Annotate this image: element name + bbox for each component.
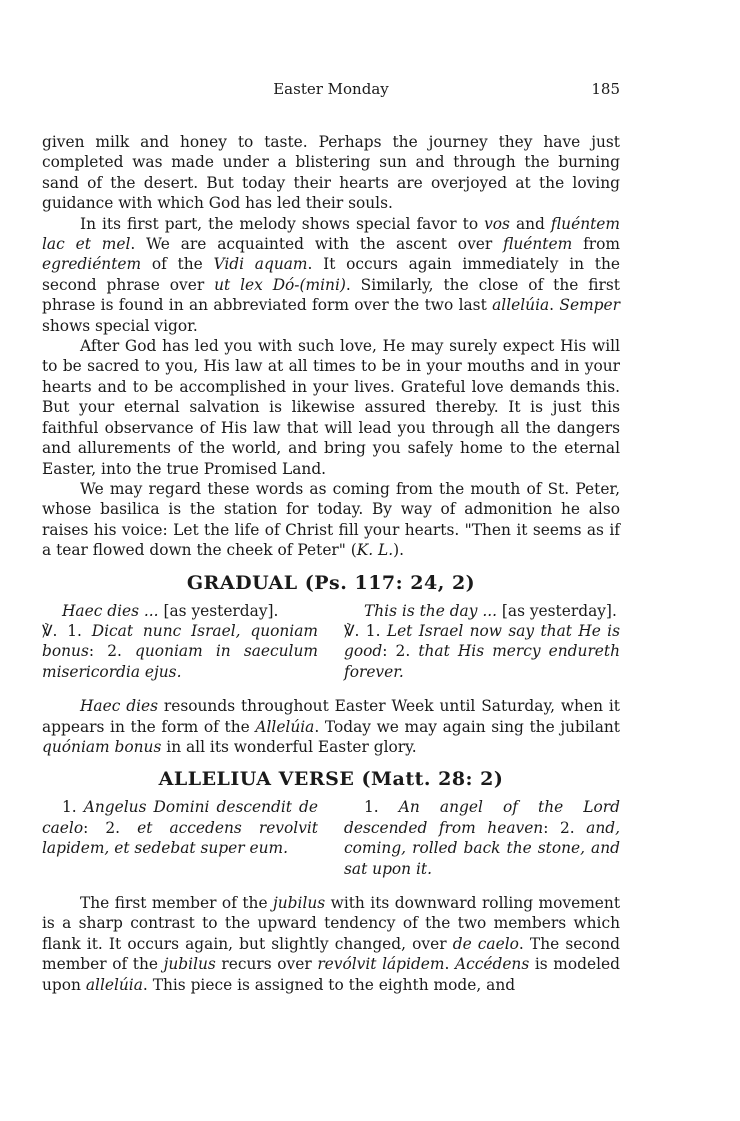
book-page xyxy=(42,80,620,995)
paragraph-4: We may regard these words as coming from the mouth of St. Peter, whose basilica is the station for today. By way of admonition he also raises his voice: Let the life of Christ fill your hearts. "Then it seems as if a tear flowed down the cheek of Peter" (K. L.). xyxy=(42,479,620,560)
paragraph-6: The first member of the jubilus with its downward rolling movement is a sharp contrast to the upward tendency of the two members which flank it. It occurs again, but slightly changed, over de caelo. The second member of the jubilus recurs over revólvit lápidem. Accédens is modeled upon allelúia. This piece is assigned to the eighth mode, and xyxy=(42,894,620,994)
gradual-heading: GRADUAL (Ps. 117: 24, 2) xyxy=(186,571,476,594)
gradual-columns xyxy=(42,601,620,683)
alleluia-latin-text: 1. Angelus Domini descendit de caelo: 2. et accedens revolvit lapidem, et sedebat super eum. xyxy=(42,798,319,858)
paragraph-1: given milk and honey to taste. Perhaps the journey they have just completed was made under a blistering sun and through the burning sand of the desert. But today their hearts are overjoyed at the loving guidance with which God has led their souls. xyxy=(42,133,620,213)
gradual-english-text: This is the day ... [as yesterday]. ℣. 1. Let Israel now say that He is good: 2. that His mercy endureth forever. xyxy=(344,601,621,681)
alleluia-english-text: 1. An angel of the Lord descended from heaven: 2. and, coming, rolled back the stone, and sat upon it. xyxy=(344,798,621,878)
paragraph-5: Haec dies resounds throughout Easter Week until Saturday, when it appears in the form of the Allelúia. Today we may again sing the jubilant quóniam bonus in all its wonderful Easter glory. xyxy=(42,697,620,756)
page-number: 185 xyxy=(591,80,620,98)
paragraph-3: After God has led you with such love, He may surely expect His will to be sacred to you, His law at all times to be in your mouths and in your hearts and to be accomplished in your lives. Grateful love demands this. But your eternal salvation is likewise assured thereby. It is just this faithful observance of His law that will lead you through all the dangers and allurements of the world, and bring you safely home to the eternal Easter, into the true Promised Land. xyxy=(42,337,620,478)
running-head xyxy=(42,80,620,100)
alleluia-heading: ALLELIUA VERSE (Matt. 28: 2) xyxy=(158,768,504,791)
running-title: Easter Monday xyxy=(273,80,389,98)
alleluia-columns xyxy=(42,797,620,879)
gradual-latin-text: Haec dies ... [as yesterday]. ℣. 1. Dicat nunc Israel, quoniam bonus: 2. quoniam in saeculum misericordia ejus. xyxy=(42,601,318,681)
paragraph-2: In its first part, the melody shows special favor to vos and fluéntem lac et mel. We are acquainted with the ascent over fluéntem from egrediéntem of the Vidi aquam. It occurs again immediately in the second phrase over ut lex Dó-(mini). Similarly, the close of the first phrase is found in an abbreviated form over the two last allelúia. Semper shows special vigor. xyxy=(42,214,620,335)
